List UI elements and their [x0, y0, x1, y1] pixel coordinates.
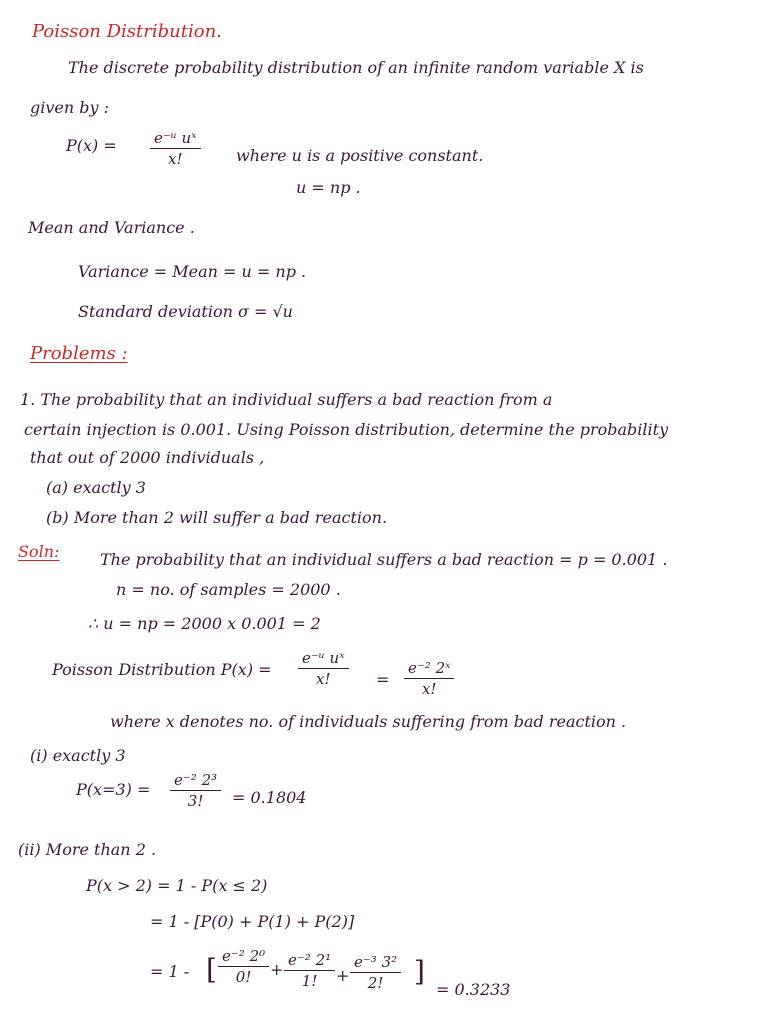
pmf-note: where u is a positive constant. [236, 146, 484, 165]
page-title: Poisson Distribution. [32, 21, 222, 42]
problems-heading: Problems : [30, 343, 128, 364]
standard-deviation-line: Standard deviation σ = √u [78, 302, 293, 321]
variance-line: Variance = Mean = u = np . [78, 262, 307, 281]
right-bracket: ] [414, 955, 425, 988]
part-i-result: = 0.1804 [232, 788, 307, 807]
pmf-denominator: x! [168, 150, 183, 168]
plus-sign-2: + [336, 966, 350, 985]
term-p1-fraction [284, 950, 335, 991]
problem-1-line-1: 1. The probability that an individual suffers a bad reaction from a [20, 390, 553, 409]
part-ii-line-3-lead: = 1 - [150, 962, 190, 981]
part-i-numerator: e⁻² 2³ [170, 770, 221, 791]
pmf-numerator: e⁻ᵘ uˣ [150, 128, 201, 149]
solution-line-2: n = no. of samples = 2000 . [116, 580, 341, 599]
intro-line-2: given by : [30, 98, 110, 117]
term-p0-fraction [218, 946, 269, 987]
term-p0-numerator: e⁻² 2⁰ [218, 946, 269, 967]
poisson-pmf-lhs: Poisson Distribution P(x) = [52, 660, 272, 679]
fraction-2-denominator: x! [421, 680, 437, 698]
term-p2-fraction [350, 952, 401, 993]
part-ii-line-1: P(x > 2) = 1 - P(x ≤ 2) [86, 876, 268, 895]
pmf-u-definition: u = np . [296, 178, 361, 197]
solution-label: Soln: [18, 542, 60, 561]
part-i-denominator: 3! [187, 792, 204, 810]
intro-line-1: The discrete probability distribution of an infinite random variable X is [68, 58, 644, 77]
problem-1-part-a: (a) exactly 3 [46, 478, 146, 497]
poisson-pmf-fraction-2 [404, 658, 454, 699]
part-ii-result: = 0.3233 [436, 980, 511, 999]
part-i-label: (i) exactly 3 [30, 746, 126, 765]
part-i-lhs: P(x=3) = [76, 780, 151, 799]
problem-1-line-3: that out of 2000 individuals , [30, 448, 265, 467]
equals-sign: = [376, 670, 390, 689]
part-ii-line-2: = 1 - [P(0) + P(1) + P(2)] [150, 912, 355, 931]
mean-variance-heading: Mean and Variance . [28, 218, 195, 237]
part-ii-label: (ii) More than 2 . [18, 840, 157, 859]
poisson-pmf-fraction-1 [298, 648, 349, 689]
term-p2-denominator: 2! [367, 974, 384, 992]
solution-line-x-definition: where x denotes no. of individuals suffering from bad reaction . [110, 712, 627, 731]
term-p0-denominator: 0! [235, 968, 252, 986]
pmf-lhs: P(x) = [66, 136, 117, 155]
problem-1-line-2: certain injection is 0.001. Using Poisson distribution, determine the probability [24, 420, 669, 439]
term-p2-numerator: e⁻³ 3² [350, 952, 401, 973]
part-i-fraction [170, 770, 221, 811]
fraction-1-denominator: x! [316, 670, 331, 688]
term-p1-denominator: 1! [301, 972, 318, 990]
term-p1-numerator: e⁻² 2¹ [284, 950, 335, 971]
plus-sign-1: + [270, 960, 284, 979]
fraction-1-numerator: e⁻ᵘ uˣ [298, 648, 349, 669]
solution-line-1: The probability that an individual suffers a bad reaction = p = 0.001 . [100, 550, 668, 569]
fraction-2-numerator: e⁻² 2ˣ [404, 658, 454, 679]
pmf-fraction [150, 128, 201, 169]
solution-line-3: ∴ u = np = 2000 x 0.001 = 2 [88, 614, 321, 633]
problem-1-part-b: (b) More than 2 will suffer a bad reaction. [46, 508, 388, 527]
left-bracket: [ [206, 953, 217, 986]
